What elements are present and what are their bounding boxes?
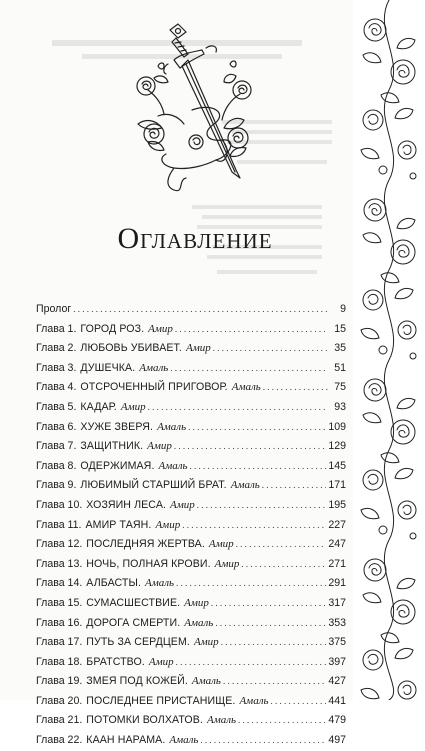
- toc-chapter-title: ПОСЛЕДНЯЯ ЖЕРТВА.: [86, 538, 205, 551]
- dot-leader: [190, 457, 327, 477]
- toc-chapter-number: Глава 19.: [36, 675, 83, 688]
- toc-entry: [36, 378, 346, 398]
- toc-chapter-title: АМИР ТАЯН.: [85, 518, 152, 531]
- toc-narrator: Амаль: [191, 675, 221, 688]
- toc-chapter-number: Глава 6.: [36, 420, 77, 433]
- dot-leader: [271, 692, 327, 712]
- toc-narrator: Амаль: [157, 420, 187, 433]
- toc-page-number: 291: [328, 577, 346, 590]
- toc-narrator: Амир: [185, 342, 211, 355]
- dot-leader: [238, 711, 326, 731]
- toc-entry: [36, 672, 346, 692]
- toc-chapter-title: КААН НАРАМА.: [86, 734, 166, 747]
- toc-narrator: Амир: [208, 538, 234, 551]
- dot-leader: [200, 731, 326, 751]
- toc-chapter-title: НОЧЬ, ПОЛНАЯ КРОВИ.: [86, 557, 211, 570]
- toc-page-number: 109: [328, 420, 346, 433]
- toc-page-number: 317: [328, 596, 346, 609]
- table-of-contents: [36, 300, 346, 751]
- dot-leader: [211, 594, 326, 614]
- toc-chapter-number: Глава 7.: [36, 440, 77, 453]
- dot-leader: [148, 398, 328, 418]
- toc-chapter-number: Глава 16.: [36, 616, 83, 629]
- toc-entry: [36, 476, 346, 496]
- toc-page-number: 441: [328, 694, 346, 707]
- toc-page-number: 9: [340, 303, 346, 315]
- toc-heading: Оглавление: [117, 222, 273, 255]
- toc-narrator: Амир: [184, 596, 209, 609]
- toc-chapter-number: Глава 2.: [36, 342, 77, 355]
- toc-page-number: 15: [334, 322, 346, 335]
- toc-chapter-number: Глава 13.: [36, 557, 83, 570]
- toc-narrator: Амир: [193, 636, 219, 649]
- toc-chapter-title: ЗАЩИТНИК.: [80, 440, 144, 453]
- toc-chapter-title: БРАТСТВО.: [86, 655, 145, 668]
- toc-chapter-number: Глава 1.: [36, 322, 77, 335]
- toc-chapter-title: АЛБАСТЫ.: [86, 577, 141, 590]
- dot-leader: [176, 653, 327, 673]
- floral-vine-border-icon: [353, 0, 425, 700]
- dot-leader: [188, 418, 326, 438]
- toc-page-number: 375: [328, 636, 346, 649]
- toc-chapter-number: Глава 22.: [36, 734, 83, 747]
- dagger-with-roses-and-ribbon-icon: [118, 20, 274, 206]
- toc-entry: [36, 594, 346, 614]
- dot-leader: [241, 555, 326, 575]
- toc-narrator: Амир: [155, 518, 181, 531]
- toc-narrator: Амаль: [145, 577, 175, 590]
- toc-entry: [36, 398, 346, 418]
- toc-narrator: Амаль: [231, 381, 261, 394]
- toc-chapter-number: Глава 15.: [36, 596, 83, 609]
- toc-narrator: Амир: [170, 498, 195, 511]
- toc-narrator: Амаль: [169, 734, 199, 747]
- toc-entry: [36, 653, 346, 673]
- toc-chapter-number: Глава 20.: [36, 694, 83, 707]
- toc-page-number: 497: [328, 734, 346, 747]
- toc-page-number: 171: [328, 479, 346, 492]
- toc-entry: [36, 574, 346, 594]
- toc-page-number: 271: [328, 557, 346, 570]
- toc-page-number: 479: [328, 714, 346, 727]
- toc-chapter-number: Глава 21.: [36, 714, 83, 727]
- toc-page-number: 145: [328, 459, 346, 472]
- dot-leader: [182, 516, 326, 536]
- toc-chapter-title: ПОСЛЕДНЕЕ ПРИСТАНИЩЕ.: [86, 694, 236, 707]
- dot-leader: [170, 359, 328, 379]
- toc-chapter-title: ПУТЬ ЗА СЕРДЦЕМ.: [86, 636, 190, 649]
- dot-leader: [223, 672, 326, 692]
- toc-narrator: Амир: [148, 322, 173, 335]
- toc-narrator: Амаль: [206, 714, 237, 727]
- dot-leader: [221, 633, 327, 653]
- toc-narrator: Амир: [147, 440, 172, 453]
- dot-leader: [236, 535, 327, 555]
- toc-entry: [36, 633, 346, 653]
- toc-chapter-title: КАДАР.: [80, 400, 117, 413]
- toc-narrator: Амаль: [184, 616, 214, 629]
- toc-page-number: 247: [328, 538, 346, 551]
- toc-entry: [36, 457, 346, 477]
- toc-page-number: 93: [334, 400, 346, 413]
- toc-narrator: Амир: [120, 400, 146, 413]
- toc-page-number: 195: [328, 498, 346, 511]
- dot-leader: [263, 378, 328, 398]
- toc-entry: [36, 300, 346, 320]
- toc-page-number: 227: [328, 518, 346, 531]
- toc-page-number: 75: [334, 381, 346, 394]
- toc-entry: [36, 437, 346, 457]
- toc-chapter-title: ЗМЕЯ ПОД КОЖЕЙ.: [86, 675, 188, 688]
- dot-leader: [73, 300, 328, 320]
- toc-chapter-number: Глава 3.: [36, 361, 77, 374]
- toc-chapter-title: ОДЕРЖИМАЯ.: [80, 459, 155, 472]
- toc-entry: [36, 359, 346, 379]
- toc-chapter-title: ХУЖЕ ЗВЕРЯ.: [80, 420, 154, 433]
- toc-entry: [36, 692, 346, 712]
- toc-chapter-number: Глава 18.: [36, 655, 83, 668]
- toc-chapter-number: Глава 17.: [36, 636, 83, 649]
- toc-chapter-title: ПОТОМКИ ВОЛХАТОВ.: [86, 714, 203, 727]
- dot-leader: [174, 437, 326, 457]
- toc-entry: [36, 731, 346, 751]
- toc-chapter-title: СУМАСШЕСТВИЕ.: [86, 596, 181, 609]
- toc-entry: [36, 711, 346, 731]
- toc-chapter-title: ГОРОД РОЗ.: [80, 322, 145, 335]
- toc-entry: [36, 555, 346, 575]
- toc-chapter-number: Пролог: [36, 303, 72, 315]
- toc-narrator: Амир: [148, 655, 174, 668]
- toc-entry: [36, 339, 346, 359]
- toc-chapter-title: ЛЮБИМЫЙ СТАРШИЙ БРАТ.: [80, 479, 227, 492]
- toc-chapter-number: Глава 8.: [36, 459, 77, 472]
- toc-page-number: 397: [328, 655, 346, 668]
- toc-entry: [36, 535, 346, 555]
- toc-narrator: Амаль: [230, 479, 260, 492]
- toc-chapter-title: ОТСРОЧЕННЫЙ ПРИГОВОР.: [80, 381, 228, 394]
- toc-chapter-number: Глава 14.: [36, 577, 83, 590]
- toc-entry: [36, 418, 346, 438]
- toc-chapter-title: ЛЮБОВЬ УБИВАЕТ.: [80, 342, 182, 355]
- dot-leader: [175, 320, 328, 340]
- dot-leader: [215, 614, 326, 634]
- toc-chapter-number: Глава 10.: [36, 498, 83, 511]
- toc-chapter-title: ХОЗЯИН ЛЕСА.: [86, 498, 167, 511]
- toc-page-number: 353: [328, 616, 346, 629]
- toc-page-number: 427: [328, 675, 346, 688]
- toc-entry: [36, 496, 346, 516]
- toc-narrator: Амаль: [139, 361, 169, 374]
- toc-chapter-number: Глава 5.: [36, 400, 77, 413]
- toc-narrator: Амир: [214, 557, 240, 570]
- toc-narrator: Амаль: [158, 459, 188, 472]
- toc-page-number: 35: [334, 342, 346, 355]
- dot-leader: [262, 476, 327, 496]
- dot-leader: [197, 496, 327, 516]
- toc-entry: [36, 614, 346, 634]
- toc-chapter-number: Глава 9.: [36, 479, 77, 492]
- toc-page-number: 129: [328, 440, 346, 453]
- dot-leader: [176, 574, 326, 594]
- toc-chapter-number: Глава 4.: [36, 381, 77, 394]
- toc-entry: [36, 516, 346, 536]
- toc-chapter-title: ДУШЕЧКА.: [80, 361, 136, 374]
- toc-page-number: 51: [334, 361, 346, 374]
- toc-chapter-number: Глава 12.: [36, 538, 83, 551]
- toc-entry: [36, 320, 346, 340]
- toc-chapter-number: Глава 11.: [36, 518, 82, 531]
- dot-leader: [213, 339, 328, 359]
- toc-narrator: Амаль: [239, 694, 269, 707]
- toc-chapter-title: ДОРОГА СМЕРТИ.: [86, 616, 181, 629]
